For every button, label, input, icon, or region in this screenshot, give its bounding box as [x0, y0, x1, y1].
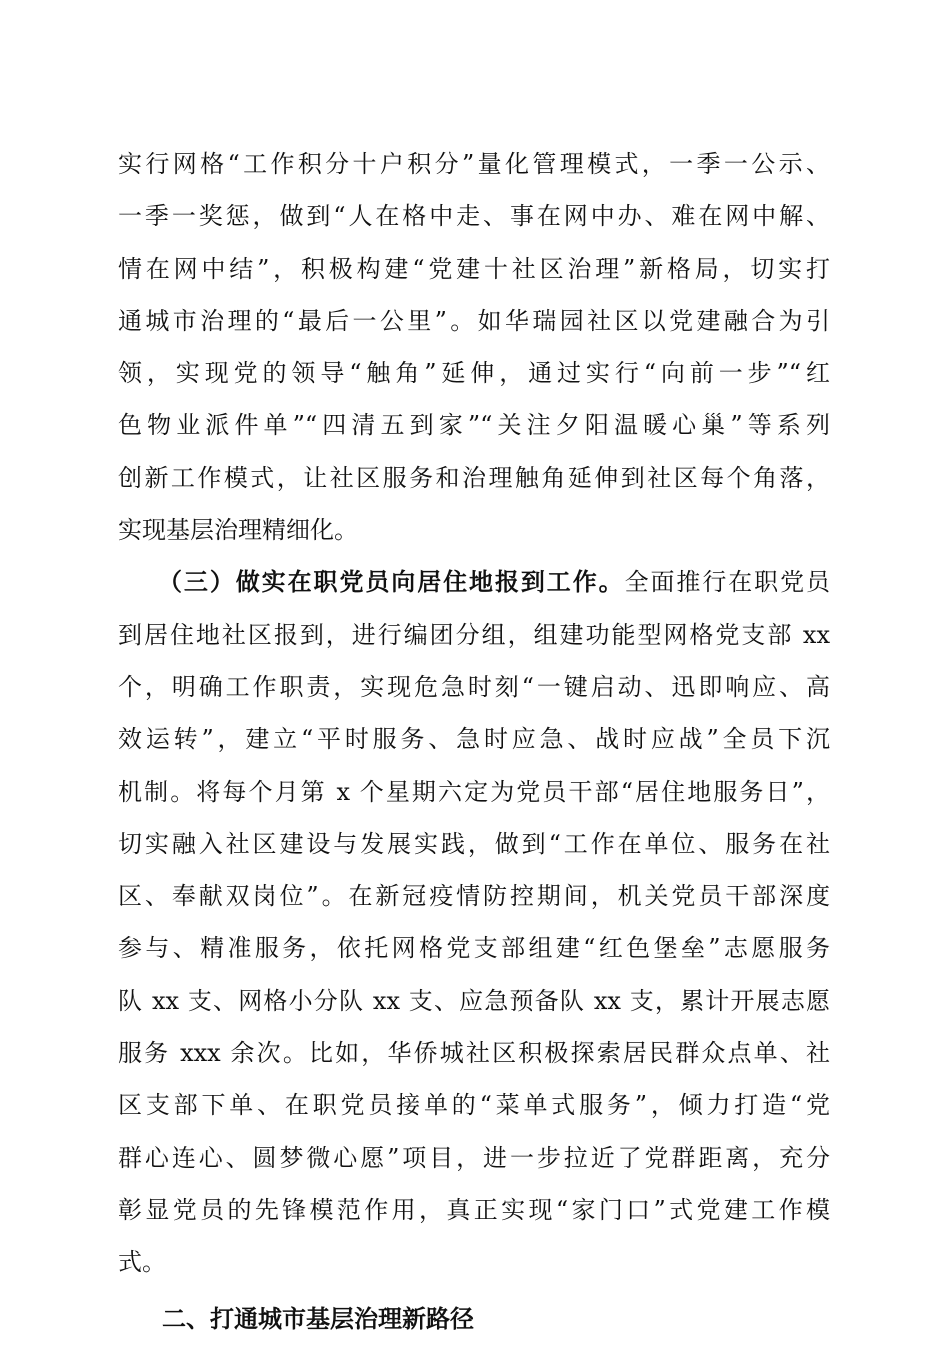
text-line: 实现基层治理精细化。: [118, 516, 358, 545]
text-line: 区、奉献双岗位”。在新冠疫情防控期间，机关党员干部深度: [118, 882, 830, 911]
text-line: 个，明确工作职责，实现危急时刻“一键启动、迅即响应、高: [118, 672, 830, 701]
text-line: 情在网中结”，积极构建“党建十社区治理”新格局，切实打: [118, 254, 830, 283]
text-line: 创新工作模式，让社区服务和治理触角延伸到社区每个角落，: [118, 463, 830, 492]
text-line: 一季一奖惩，做到“人在格中走、事在网中办、难在网中解、: [118, 202, 830, 231]
text-line: 色物业派件单”“四清五到家”“关注夕阳温暖心巢”等系列: [118, 411, 830, 440]
text-line: 彰显党员的先锋模范作用，真正实现“家门口”式党建工作模: [118, 1195, 830, 1224]
text-line: 领，实现党的领导“触角”延伸，通过实行“向前一步”“红: [118, 359, 830, 388]
paragraph-grid-management: [118, 138, 830, 556]
text-line: 队 xx 支、网格小分队 xx 支、应急预备队 xx 支，累计开展志愿: [118, 986, 830, 1015]
subsection-title: （三）做实在职党员向居住地报到工作。: [158, 568, 625, 597]
text-line: 通城市治理的“最后一公里”。如华瑞园社区以党建融合为引: [118, 306, 830, 335]
paragraph-party-member-report: [118, 556, 830, 1288]
paragraph-lead-line: [118, 556, 830, 608]
text-line: 效运转”，建立“平时服务、急时应急、战时应战”全员下沉: [118, 725, 830, 754]
text-line: 切实融入社区建设与发展实践，做到“工作在单位、服务在社: [118, 829, 830, 858]
document-body: [118, 138, 830, 1345]
text-line: 服务 xxx 余次。比如，华侨城社区积极探索居民群众点单、社: [118, 1039, 830, 1068]
text-line: 群心连心、圆梦微心愿”项目，进一步拉近了党群距离，充分: [118, 1143, 830, 1172]
text-line: 到居住地社区报到，进行编团分组，组建功能型网格党支部 xx: [118, 620, 830, 649]
text-fragment: 全面推行在职党员: [624, 568, 831, 597]
text-line: 区支部下单、在职党员接单的“菜单式服务”，倾力打造“党: [118, 1091, 830, 1120]
text-line: 参与、精准服务，依托网格党支部组建“红色堡垒”志愿服务: [118, 934, 830, 963]
text-line: 式。: [118, 1248, 166, 1277]
section-heading: 二、打通城市基层治理新路径: [162, 1304, 474, 1333]
text-line: 实行网格“工作积分十户积分”量化管理模式，一季一公示、: [118, 150, 830, 178]
text-line: 机制。将每个月第 x 个星期六定为党员干部“居住地服务日”，: [118, 777, 830, 806]
